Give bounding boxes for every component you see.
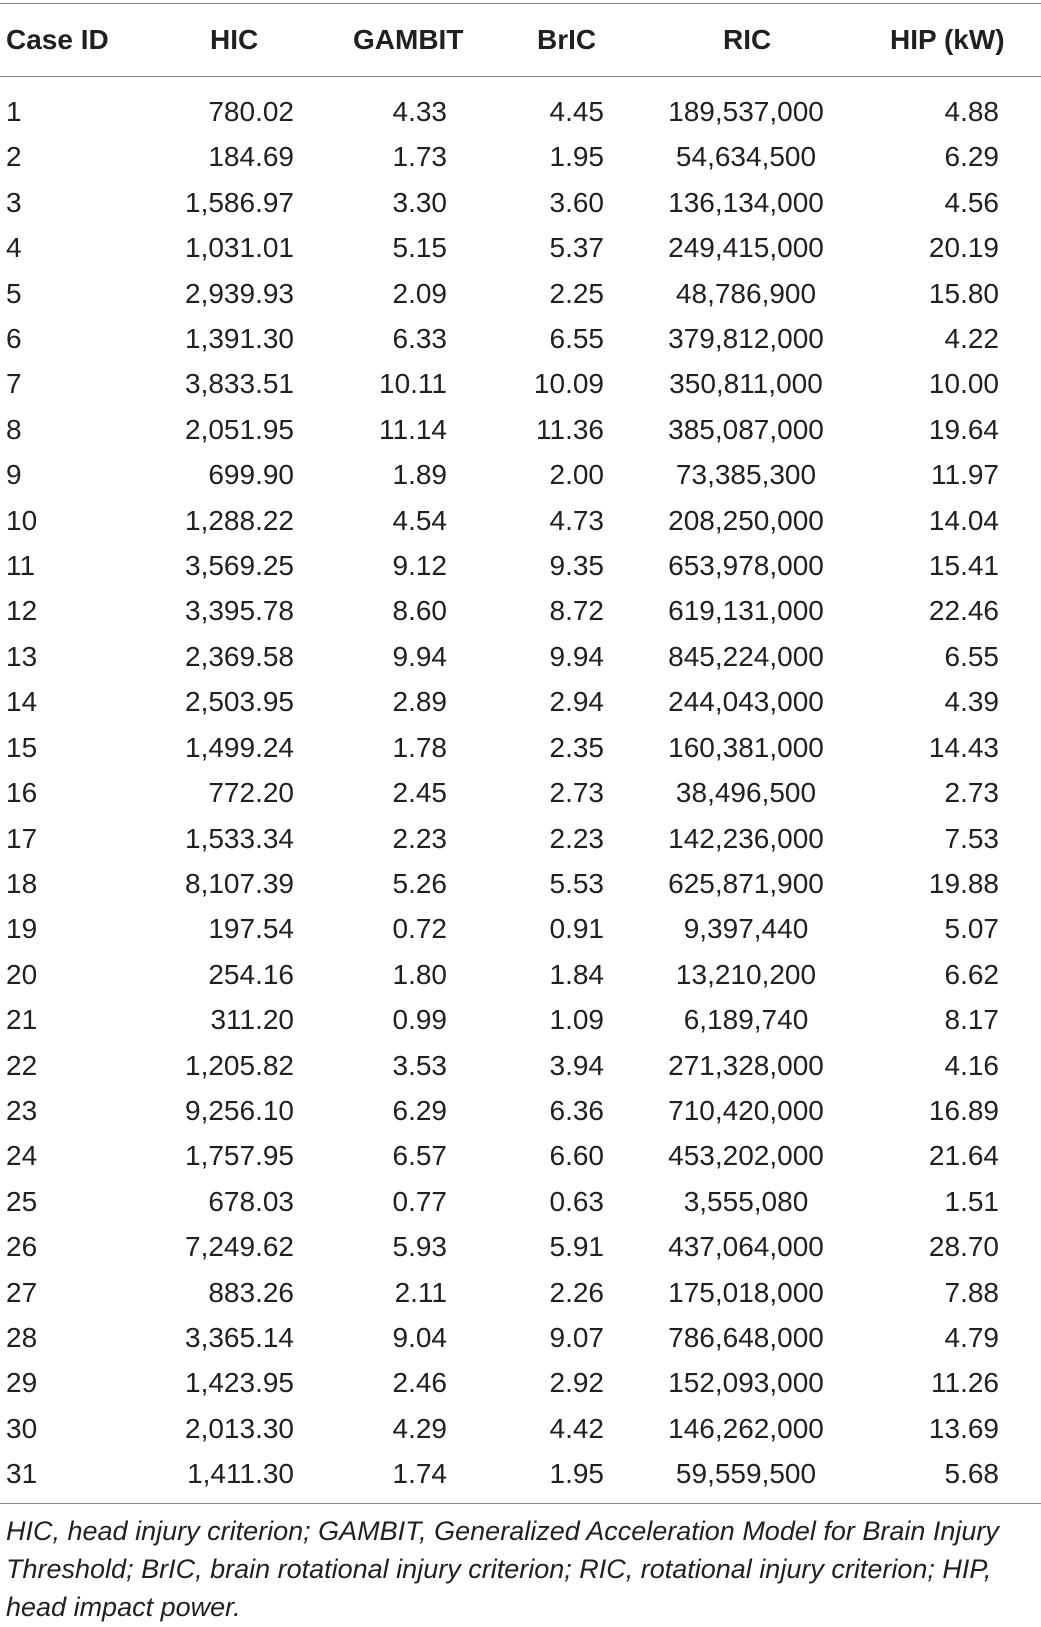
table-row <box>0 1315 1041 1360</box>
cell-hic: 184.69 <box>208 141 294 173</box>
cell-hip: 20.19 <box>928 232 999 264</box>
cell-case-id: 17 <box>6 822 38 854</box>
cell-ric: 350,811,000 <box>669 368 823 400</box>
cell-bric: 1.09 <box>549 1004 604 1036</box>
cell-ric: 786,648,000 <box>668 1321 824 1353</box>
table-row <box>0 1406 1041 1451</box>
cell-gambit: 2.11 <box>394 1276 447 1308</box>
table-row <box>0 1043 1041 1088</box>
cell-case-id: 19 <box>6 913 38 945</box>
cell-ric: 54,634,500 <box>675 141 817 173</box>
cell-gambit: 9.04 <box>392 1321 447 1353</box>
cell-bric: 1.95 <box>549 141 604 173</box>
cell-ric: 38,496,500 <box>675 777 817 809</box>
cell-hip: 14.43 <box>928 731 999 763</box>
cell-case-id: 14 <box>6 686 38 718</box>
cell-hip: 6.55 <box>944 640 999 672</box>
cell-gambit: 1.78 <box>392 731 447 763</box>
cell-bric: 0.63 <box>549 1185 604 1217</box>
cell-case-id: 12 <box>6 595 38 627</box>
cell-case-id: 8 <box>6 413 22 445</box>
cell-hip: 11.26 <box>931 1367 999 1399</box>
cell-bric: 2.23 <box>549 822 604 854</box>
cell-bric: 2.73 <box>549 777 604 809</box>
table-row <box>0 316 1041 361</box>
cell-ric: 6,189,740 <box>683 1004 809 1036</box>
cell-hic: 1,586.97 <box>185 186 294 218</box>
cell-bric: 4.42 <box>549 1412 604 1444</box>
cell-gambit: 1.74 <box>392 1458 447 1490</box>
cell-case-id: 27 <box>6 1276 38 1308</box>
cell-hip: 28.70 <box>928 1231 999 1263</box>
cell-bric: 3.94 <box>549 1049 604 1081</box>
cell-hic: 2,503.95 <box>185 686 294 718</box>
cell-case-id: 25 <box>6 1185 38 1217</box>
cell-gambit: 3.30 <box>392 186 447 218</box>
column-header-case-id: Case ID <box>6 24 109 55</box>
cell-ric: 249,415,000 <box>668 232 824 264</box>
cell-ric: 73,385,300 <box>675 459 817 491</box>
cell-case-id: 31 <box>6 1458 38 1490</box>
cell-gambit: 5.93 <box>392 1231 447 1263</box>
cell-ric: 175,018,000 <box>668 1276 824 1308</box>
table-row <box>0 1451 1041 1496</box>
cell-case-id: 16 <box>6 777 38 809</box>
cell-hip: 4.39 <box>944 686 999 718</box>
column-header-gambit: GAMBIT <box>353 24 464 55</box>
cell-hic: 197.54 <box>208 913 294 945</box>
cell-hic: 254.16 <box>208 958 294 990</box>
table-row <box>0 725 1041 770</box>
cell-hic: 3,569.25 <box>185 550 294 582</box>
cell-ric: 244,043,000 <box>668 686 824 718</box>
cell-hic: 2,013.30 <box>185 1412 294 1444</box>
cell-hic: 311.20 <box>210 1004 294 1036</box>
cell-hip: 7.88 <box>944 1276 999 1308</box>
cell-case-id: 7 <box>6 368 22 400</box>
table-bottom-rule <box>0 1503 1041 1504</box>
cell-ric: 136,134,000 <box>668 186 824 218</box>
table-row <box>0 634 1041 679</box>
table-row <box>0 588 1041 633</box>
table-row <box>0 1224 1041 1269</box>
cell-gambit: 2.46 <box>392 1367 447 1399</box>
cell-hip: 21.64 <box>928 1140 999 1172</box>
table-header-row <box>0 4 1041 76</box>
cell-case-id: 3 <box>6 186 22 218</box>
cell-gambit: 0.77 <box>392 1185 447 1217</box>
cell-bric: 1.95 <box>549 1458 604 1490</box>
cell-hic: 3,395.78 <box>185 595 294 627</box>
cell-gambit: 3.53 <box>392 1049 447 1081</box>
table-row <box>0 906 1041 951</box>
cell-hip: 15.80 <box>928 277 999 309</box>
cell-bric: 8.72 <box>549 595 604 627</box>
cell-ric: 146,262,000 <box>668 1412 824 1444</box>
cell-ric: 271,328,000 <box>668 1049 824 1081</box>
cell-gambit: 1.73 <box>392 141 447 173</box>
cell-hip: 6.29 <box>944 141 999 173</box>
table-body <box>0 89 1041 1497</box>
cell-hip: 15.41 <box>928 550 999 582</box>
cell-ric: 160,381,000 <box>668 731 824 763</box>
cell-case-id: 28 <box>6 1321 38 1353</box>
cell-case-id: 4 <box>6 232 22 264</box>
cell-bric: 1.84 <box>549 958 604 990</box>
cell-bric: 9.35 <box>549 550 604 582</box>
cell-case-id: 18 <box>6 867 38 899</box>
table-row <box>0 816 1041 861</box>
cell-hic: 1,757.95 <box>185 1140 294 1172</box>
table-row <box>0 225 1041 270</box>
cell-hip: 6.62 <box>944 958 999 990</box>
table-row <box>0 861 1041 906</box>
table-row <box>0 1088 1041 1133</box>
cell-ric: 48,786,900 <box>675 277 817 309</box>
table-row <box>0 498 1041 543</box>
cell-hip: 19.88 <box>928 867 999 899</box>
cell-case-id: 2 <box>6 141 22 173</box>
cell-case-id: 22 <box>6 1049 38 1081</box>
cell-bric: 0.91 <box>549 913 604 945</box>
cell-hic: 780.02 <box>208 96 294 127</box>
cell-gambit: 6.29 <box>392 1094 447 1126</box>
cell-ric: 9,397,440 <box>683 913 809 945</box>
cell-hic: 1,288.22 <box>185 504 294 536</box>
table-footnote: HIC, head injury criterion; GAMBIT, Generalized Acceleration Model for Brain Injury Threshold; BrIC, brain rotational injury criterion; RIC, rotational injury criterion; HIP, head impact power. <box>6 1516 999 1622</box>
cell-hic: 2,051.95 <box>185 413 294 445</box>
cell-case-id: 29 <box>6 1367 38 1399</box>
cell-ric: 453,202,000 <box>668 1140 824 1172</box>
cell-ric: 619,131,000 <box>668 595 824 627</box>
cell-hic: 1,031.01 <box>185 232 294 264</box>
cell-hic: 678.03 <box>208 1185 294 1217</box>
cell-gambit: 1.80 <box>392 958 447 990</box>
cell-hip: 13.69 <box>928 1412 999 1444</box>
cell-gambit: 11.14 <box>379 413 447 445</box>
cell-case-id: 15 <box>6 731 38 763</box>
table-row <box>0 1133 1041 1178</box>
cell-bric: 4.73 <box>549 504 604 536</box>
cell-hip: 4.22 <box>944 323 999 355</box>
cell-gambit: 2.23 <box>392 822 447 854</box>
cell-gambit: 6.33 <box>392 323 447 355</box>
cell-bric: 5.53 <box>549 867 604 899</box>
table-row <box>0 134 1041 179</box>
column-header-bric: BrIC <box>537 24 597 55</box>
cell-bric: 10.09 <box>533 368 604 400</box>
cell-gambit: 4.29 <box>392 1412 447 1444</box>
table-row <box>0 770 1041 815</box>
table-row <box>0 543 1041 588</box>
cell-ric: 385,087,000 <box>668 413 824 445</box>
cell-bric: 2.35 <box>549 731 604 763</box>
cell-gambit: 4.33 <box>392 96 447 127</box>
cell-case-id: 30 <box>6 1412 38 1444</box>
cell-ric: 208,250,000 <box>668 504 824 536</box>
table-row <box>0 180 1041 225</box>
cell-bric: 6.55 <box>549 323 604 355</box>
cell-gambit: 9.94 <box>392 640 447 672</box>
cell-gambit: 2.09 <box>392 277 447 309</box>
column-header-hip: HIP (kW) <box>890 24 1005 55</box>
cell-hip: 11.97 <box>931 459 999 491</box>
table-row <box>0 997 1041 1042</box>
cell-case-id: 1 <box>6 96 22 127</box>
cell-bric: 2.00 <box>549 459 604 491</box>
cell-gambit: 0.99 <box>392 1004 447 1036</box>
cell-hip: 8.17 <box>944 1004 999 1036</box>
cell-bric: 2.26 <box>549 1276 604 1308</box>
table-row <box>0 679 1041 724</box>
cell-ric: 379,812,000 <box>668 323 824 355</box>
cell-ric: 710,420,000 <box>668 1094 824 1126</box>
cell-hip: 4.16 <box>944 1049 999 1081</box>
cell-bric: 6.60 <box>549 1140 604 1172</box>
cell-gambit: 10.11 <box>379 368 447 400</box>
cell-hic: 1,533.34 <box>185 822 294 854</box>
cell-case-id: 13 <box>6 640 38 672</box>
cell-case-id: 6 <box>6 323 22 355</box>
table-header-rule <box>0 76 1041 77</box>
cell-hip: 5.07 <box>944 913 999 945</box>
cell-bric: 9.07 <box>549 1321 604 1353</box>
cell-hic: 1,205.82 <box>185 1049 294 1081</box>
cell-hic: 9,256.10 <box>185 1094 294 1126</box>
cell-hic: 8,107.39 <box>185 867 294 899</box>
table-row <box>0 89 1041 134</box>
cell-bric: 11.36 <box>536 413 604 445</box>
cell-hic: 2,369.58 <box>185 640 294 672</box>
cell-bric: 6.36 <box>549 1094 604 1126</box>
cell-case-id: 9 <box>6 459 22 491</box>
cell-gambit: 5.15 <box>392 232 447 264</box>
cell-hic: 1,411.30 <box>187 1458 294 1490</box>
cell-gambit: 2.89 <box>392 686 447 718</box>
cell-ric: 845,224,000 <box>668 640 824 672</box>
cell-ric: 437,064,000 <box>668 1231 824 1263</box>
cell-bric: 2.92 <box>549 1367 604 1399</box>
cell-gambit: 0.72 <box>392 913 447 945</box>
table-row <box>0 452 1041 497</box>
cell-ric: 189,537,000 <box>668 96 824 127</box>
cell-hip: 4.88 <box>944 96 999 127</box>
cell-hip: 19.64 <box>928 413 999 445</box>
cell-hip: 22.46 <box>928 595 999 627</box>
cell-case-id: 10 <box>6 504 38 536</box>
cell-hip: 2.73 <box>944 777 999 809</box>
cell-bric: 9.94 <box>549 640 604 672</box>
cell-gambit: 4.54 <box>392 504 447 536</box>
table-row <box>0 271 1041 316</box>
cell-hic: 7,249.62 <box>185 1231 294 1263</box>
cell-hic: 2,939.93 <box>185 277 294 309</box>
cell-ric: 13,210,200 <box>675 958 817 990</box>
cell-hip: 1.51 <box>944 1185 999 1217</box>
table-row <box>0 952 1041 997</box>
cell-bric: 5.37 <box>549 232 604 264</box>
cell-gambit: 2.45 <box>392 777 447 809</box>
table-row <box>0 1270 1041 1315</box>
cell-gambit: 6.57 <box>392 1140 447 1172</box>
cell-hic: 3,365.14 <box>185 1321 294 1353</box>
cell-hic: 883.26 <box>208 1276 294 1308</box>
cell-ric: 59,559,500 <box>675 1458 817 1490</box>
table-row <box>0 407 1041 452</box>
cell-bric: 4.45 <box>549 96 604 127</box>
table-row <box>0 1360 1041 1405</box>
cell-hip: 14.04 <box>928 504 999 536</box>
cell-case-id: 20 <box>6 958 38 990</box>
cell-hic: 3,833.51 <box>185 368 294 400</box>
cell-hip: 16.89 <box>928 1094 999 1126</box>
cell-hic: 1,423.95 <box>185 1367 294 1399</box>
cell-ric: 142,236,000 <box>668 822 824 854</box>
cell-bric: 2.94 <box>549 686 604 718</box>
table-row <box>0 1179 1041 1224</box>
cell-gambit: 5.26 <box>392 867 447 899</box>
cell-hip: 5.68 <box>944 1458 999 1490</box>
cell-gambit: 9.12 <box>392 550 447 582</box>
cell-hip: 4.79 <box>944 1321 999 1353</box>
cell-gambit: 1.89 <box>392 459 447 491</box>
cell-bric: 5.91 <box>549 1231 604 1263</box>
cell-case-id: 5 <box>6 277 22 309</box>
cell-hip: 7.53 <box>944 822 999 854</box>
cell-hic: 1,499.24 <box>185 731 294 763</box>
cell-bric: 3.60 <box>549 186 604 218</box>
cell-case-id: 11 <box>6 550 36 582</box>
cell-case-id: 26 <box>6 1231 38 1263</box>
cell-hic: 699.90 <box>208 459 294 491</box>
cell-hic: 1,391.30 <box>185 323 294 355</box>
cell-hip: 10.00 <box>928 368 999 400</box>
cell-ric: 625,871,900 <box>668 867 824 899</box>
cell-gambit: 8.60 <box>392 595 447 627</box>
cell-hip: 4.56 <box>944 186 999 218</box>
cell-ric: 653,978,000 <box>668 550 824 582</box>
table-row <box>0 361 1041 406</box>
cell-case-id: 23 <box>6 1094 38 1126</box>
cell-ric: 152,093,000 <box>668 1367 824 1399</box>
column-header-hic: HIC <box>210 24 259 55</box>
cell-case-id: 21 <box>6 1004 38 1036</box>
cell-case-id: 24 <box>6 1140 38 1172</box>
column-header-ric: RIC <box>723 24 772 55</box>
cell-hic: 772.20 <box>208 777 294 809</box>
cell-bric: 2.25 <box>549 277 604 309</box>
cell-ric: 3,555,080 <box>683 1185 809 1217</box>
